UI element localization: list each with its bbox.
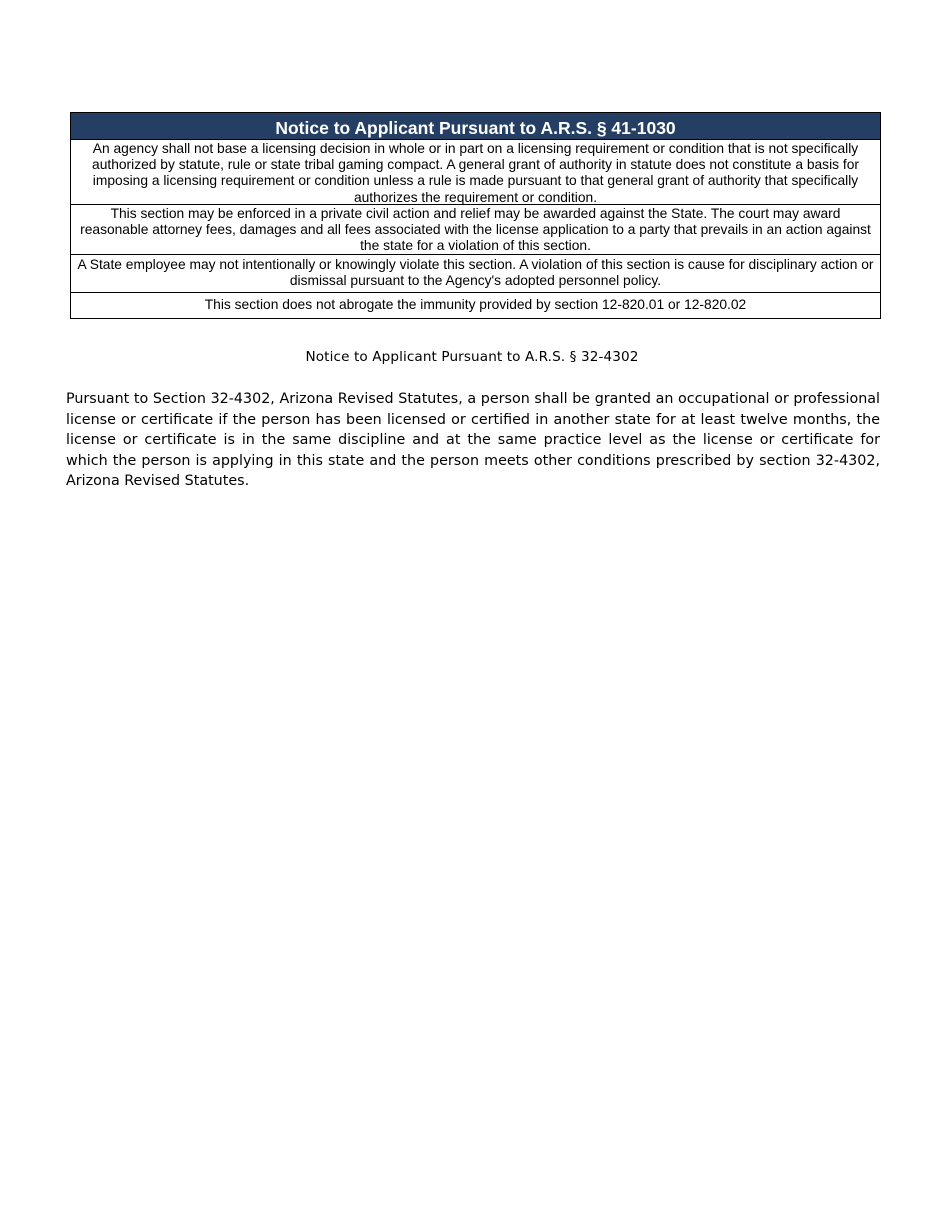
notice-table-row-employee-violation: A State employee may not intentionally or knowingly violate this section. A violation of this section is cause for disciplinary action or dismissal pursuant to the Agency's adopted personnel policy. (71, 255, 880, 293)
notice-heading-32-4302: Notice to Applicant Pursuant to A.R.S. § 32-4302 (305, 349, 639, 365)
notice-table-row-immunity: This section does not abrogate the immunity provided by section 12-820.01 or 12-820.02 (204, 297, 747, 312)
notice-table-title: Notice to Applicant Pursuant to A.R.S. § 41-1030 (71, 113, 880, 140)
notice-table-row-civil-action: This section may be enforced in a private civil action and relief may be awarded against the State. The court may award reasonable attorney fees, damages and all fees associated with the license application to a party that prevails in an action against the state for a violation of this section. (71, 205, 880, 255)
notice-body-32-4302: Pursuant to Section 32-4302, Arizona Revised Statutes, a person shall be granted an occupational or professional license or certificate if the person has been licensed or certified in another state for at least twelve months, the license or certificate is in the same discipline and at the same practice level as the license or certificate for which the person is applying in this state and the person meets other conditions prescribed by section 32-4302, Arizona Revised Statutes. (66, 391, 880, 489)
notice-table-row-agency-decision: An agency shall not base a licensing decision in whole or in part on a licensing requirement or condition that is not specifically authorized by statute, rule or state tribal gaming compact. A general grant of authority in statute does not constitute a basis for imposing a licensing requirement or condition unless a rule is made pursuant to that general grant of authority that specifically authorizes the requirement or condition. (71, 140, 880, 205)
notice-table-41-1030 (70, 112, 881, 319)
